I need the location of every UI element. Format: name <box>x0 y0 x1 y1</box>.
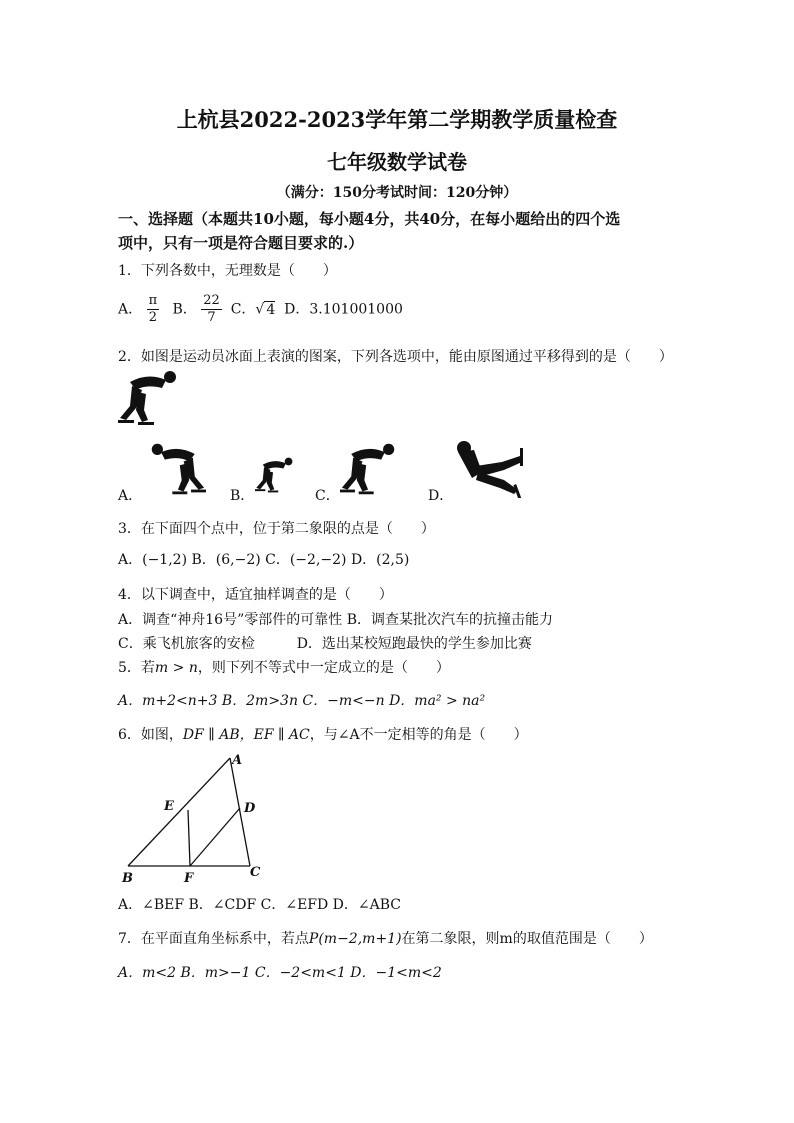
q3-stem: 3．在下面四个点中，位于第二象限的点是（ ） <box>118 521 435 537</box>
segment-ef <box>188 810 190 866</box>
skater-option-b-figure <box>255 455 295 495</box>
q4-options-line2: C．乘飞机旅客的安检 D．选出某校短跑最快的学生参加比赛 <box>118 636 532 652</box>
side-ab <box>128 758 230 866</box>
q7-stem-pre: 7．在平面直角坐标系中，若点 <box>118 931 309 947</box>
q2-option-a-label: A． <box>118 488 143 504</box>
skater-option-c-figure <box>340 440 398 498</box>
q5-stem-post: ，则下列不等式中一定成立的是（ ） <box>197 660 450 676</box>
skater-option-a-figure <box>148 440 206 498</box>
q5-options: A．m+2<n+3 B．2m>3n C．−m<−n D．ma² > na² <box>118 693 486 709</box>
q5-stem <box>118 657 450 677</box>
exam-title: 上杭县2022-2023学年第二学期教学质量检查 <box>176 107 618 132</box>
q1-c-radicand: 4 <box>266 301 276 318</box>
q6-stem <box>118 724 528 744</box>
q1-b-fraction <box>201 293 222 326</box>
q2-option-d-label: D． <box>428 488 454 504</box>
q6-stem-math: DF ∥ AB，EF ∥ AC <box>182 727 310 743</box>
q2-option-c-label: C． <box>315 488 340 504</box>
label-b: B <box>122 871 133 886</box>
q2-stem: 2．如图是运动员冰面上表演的图案，下列各选项中，能由原图通过平移得到的是（ ） <box>118 349 673 365</box>
q1-d-option: D．3.101001000 <box>284 301 403 318</box>
section-heading-line1: 一、选择题（本题共10小题，每小题4分，共40分，在每小题给出的四个选 <box>118 210 621 228</box>
skater-option-d-figure <box>452 438 526 498</box>
q1-b-prefix: B． <box>172 301 197 318</box>
q1-a-denominator: 2 <box>148 310 157 325</box>
q1-a-numerator: π <box>148 293 158 308</box>
q4-stem: 4．以下调查中，适宜抽样调查的是（ ） <box>118 587 393 603</box>
q4-options-line1: A．调查“神舟16号”零部件的可靠性 B．调查某批次汽车的抗撞击能力 <box>118 612 553 628</box>
label-d: D <box>244 801 256 816</box>
label-f: F <box>184 871 194 886</box>
q6-stem-post: ，与∠A不一定相等的角是（ ） <box>309 727 528 743</box>
q1-b-denominator: 7 <box>207 310 216 325</box>
section-heading-line2: 项中，只有一项是符合题目要求的.） <box>118 234 364 252</box>
skater-original-figure <box>118 368 180 428</box>
label-c: C <box>250 865 261 880</box>
q1-b-numerator: 22 <box>203 293 220 308</box>
label-e: E <box>164 799 174 814</box>
q1-c-prefix: C． <box>230 301 256 318</box>
q5-stem-math: m > n <box>154 660 198 676</box>
q7-stem-post: 在第二象限，则m的取值范围是（ ） <box>401 931 653 947</box>
q6-stem-pre: 6．如图， <box>118 727 183 743</box>
q7-stem-math: P(m−2,m+1) <box>308 931 402 947</box>
q1-options: A． $\frac{\pi}{2}$ B． $\frac{22}{7}$ C．√ 4 D．3.101001000 <box>118 293 403 325</box>
q1-stem: 1．下列各数中，无理数是（ ） <box>118 263 337 279</box>
q2-option-b-label: B． <box>230 488 255 504</box>
q3-options: A．(−1,2) B．(6,−2) C．(−2,−2) D．(2,5) <box>118 552 410 568</box>
q7-stem <box>118 928 653 948</box>
segment-df <box>190 808 240 866</box>
label-a: A <box>232 753 243 768</box>
q6-options: A．∠BEF B．∠CDF C．∠EFD D．∠ABC <box>118 897 402 913</box>
q7-options: A．m<2 B．m>−1 C．−2<m<1 D．−1<m<2 <box>118 965 442 981</box>
q5-stem-pre: 5．若 <box>118 660 155 676</box>
triangle-figure <box>118 748 278 888</box>
q1-a-prefix: A． <box>118 301 143 318</box>
exam-meta: （满分：150分考试时间：120分钟） <box>276 185 518 201</box>
exam-subtitle: 七年级数学试卷 <box>327 150 467 174</box>
q1-a-fraction <box>147 293 160 326</box>
